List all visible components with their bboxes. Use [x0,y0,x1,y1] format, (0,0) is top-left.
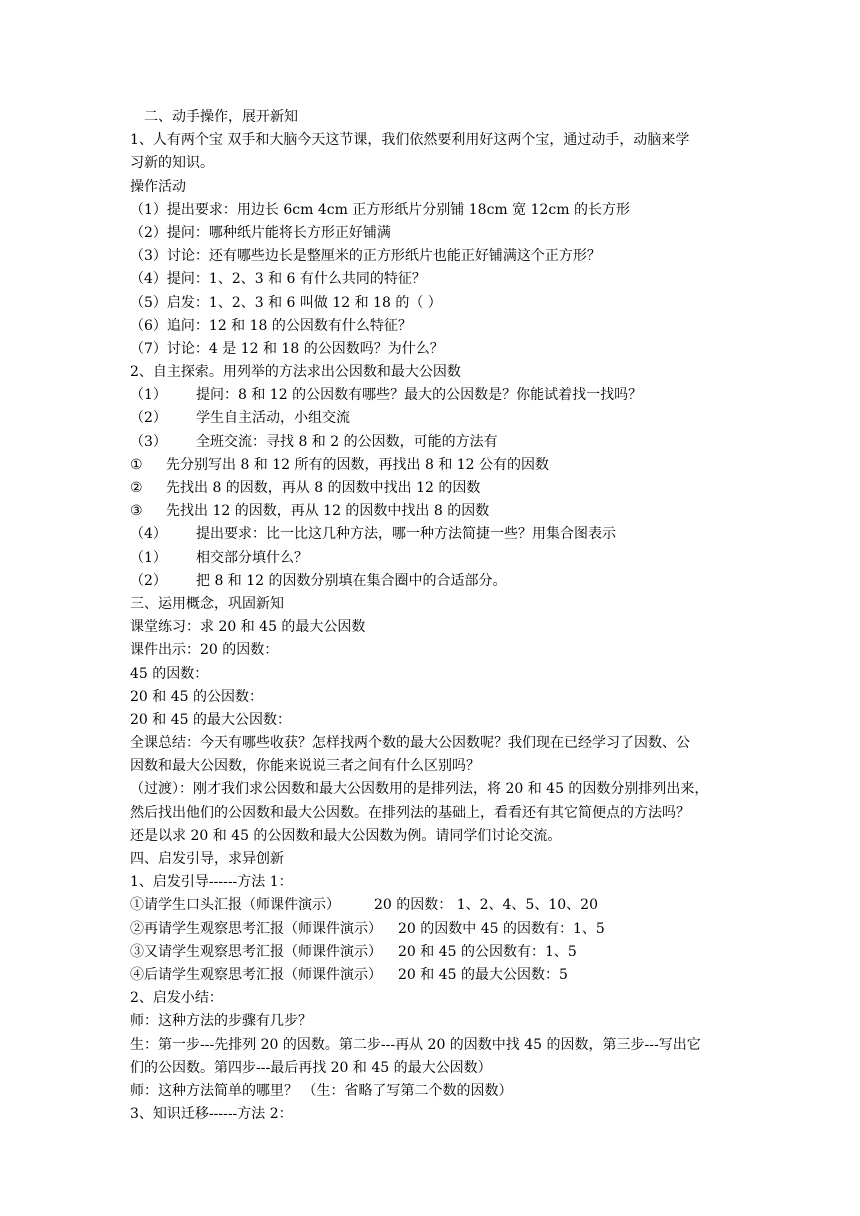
list-item [130,570,732,593]
paragraph-line: 师：这种方法的步骤有几步？ [130,1013,312,1030]
step-left: ②再请学生观察思考汇报（师课件演示） [130,920,382,937]
list-text: 提问：8 和 12 的公因数有哪些？最大的公因数是？你能试着找一找吗？ [196,387,643,404]
list-text: 全班交流：寻找 8 和 2 的公因数，可能的方法有 [196,433,498,450]
paragraph-line: 操作活动 [130,178,186,195]
list-item [130,547,732,570]
list-item: （1）提出要求：用边长 6cm 4cm 正方形纸片分别铺 18cm 宽 12cm 的长方形 [130,201,630,218]
list-number: （2） [130,572,167,589]
list-number: （1） [130,549,167,566]
list-text: 把 8 和 12 的因数分别填在集合圈中的合适部分。 [196,572,507,589]
step-line [130,918,732,941]
list-text: 相交部分填什么？ [196,549,308,566]
list-number: （1） [130,387,167,404]
list-number: ③ [130,503,143,520]
section-heading: 四、启发引导，求异创新 [130,851,284,867]
step-right: 20 的因数： 1、2、4、5、10、20 [374,897,598,914]
paragraph-line: 课堂练习：求 20 和 45 的最大公因数 [130,619,366,636]
list-text: 先找出 12 的因数，再从 12 的因数中找出 8 的因数 [166,503,490,520]
list-item [130,523,732,546]
paragraph-line: 1、启发引导------方法 1： [130,874,293,891]
paragraph-line: 2、自主探索。用列举的方法求出公因数和最大公因数 [130,364,461,381]
paragraph-line: 1、人有两个宝 双手和大脑今天这节课，我们依然要利用好这两个宝，通过动手，动脑来学 [130,132,690,149]
list-item [130,384,732,407]
step-left: ①请学生口头汇报（师课件演示） [130,897,340,914]
paragraph-line: 习新的知识。 [130,155,214,172]
paragraph-line: （过渡）：刚才我们求公因数和最大公因数用的是排列法，将 20 和 45 的因数分别排列出来， [130,781,709,798]
list-item: （5）启发：1、2、3 和 6 叫做 12 和 18 的（ ） [130,294,442,311]
paragraph-line: 生：第一步---先排列 20 的因数。第二步---再从 20 的因数中找 45 的因数，第三步---写出它 [130,1036,701,1053]
list-number: ① [130,456,143,473]
step-line [130,894,732,917]
step-line [130,964,732,987]
step-left: ④后请学生观察思考汇报（师课件演示） [130,966,382,983]
step-right: 20 和 45 的公因数有：1、5 [398,943,577,960]
step-left: ③又请学生观察思考汇报（师课件演示） [130,943,382,960]
paragraph-line: 因数和最大公因数，你能来说说三者之间有什么区别吗？ [130,758,480,775]
list-text: 提出要求：比一比这几种方法，哪一种方法简捷一些？用集合图表示 [196,526,616,543]
list-number: （4） [130,526,167,543]
paragraph-line: 课件出示：20 的因数： [130,642,279,659]
list-item: （6）追问：12 和 18 的公因数有什么特征？ [130,317,412,334]
list-number: （2） [130,410,167,427]
list-text: 先分别写出 8 和 12 所有的因数，再找出 8 和 12 公有的因数 [166,456,550,473]
paragraph-line: 2、启发小结： [130,990,223,1007]
list-item: （3）讨论：还有哪些边长是整厘米的正方形纸片也能正好铺满这个正方形？ [130,248,601,265]
step-right: 20 和 45 的最大公因数：5 [398,966,568,983]
list-item: （4）提问：1、2、3 和 6 有什么共同的特征？ [130,271,426,288]
paragraph-line: 还是以求 20 和 45 的公因数和最大公因数为例。请同学们讨论交流。 [130,827,562,844]
paragraph-line: 们的公因数。第四步---最后再找 20 和 45 的最大公因数） [130,1059,492,1076]
list-item [130,407,732,430]
list-item [130,477,732,500]
step-line [130,941,732,964]
step-right: 20 的因数中 45 的因数有：1、5 [398,920,605,937]
list-number: ② [130,480,143,496]
list-item [130,454,732,477]
paragraph-line: 3、知识迁移------方法 2： [130,1106,293,1123]
paragraph-line: 20 和 45 的公因数： [130,688,263,705]
list-text: 先找出 8 的因数，再从 8 的因数中找出 12 的因数 [166,480,481,496]
paragraph-line: 然后找出他们的公因数和最大公因数。在排列法的基础上，看看还有其它简便点的方法吗？ [130,804,690,821]
section-heading: 三、运用概念，巩固新知 [130,595,284,612]
list-item: （2）提问：哪种纸片能将长方形正好铺满 [130,224,391,241]
paragraph-line: 全课总结：今天有哪些收获？怎样找两个数的最大公因数呢？我们现在已经学习了因数、公 [130,735,690,752]
paragraph-line: 师：这种方法简单的哪里？ （生：省略了写第二个数的因数） [130,1082,513,1099]
list-text: 学生自主活动，小组交流 [196,410,350,427]
list-item [130,431,732,454]
section-heading: 二、动手操作，展开新知 [144,109,298,125]
list-item [130,500,732,523]
paragraph-line: 20 和 45 的最大公因数： [130,711,291,728]
list-item: （7）讨论：4 是 12 和 18 的公因数吗？为什么？ [130,340,444,357]
paragraph-line: 45 的因数： [130,665,209,682]
list-number: （3） [130,433,167,450]
